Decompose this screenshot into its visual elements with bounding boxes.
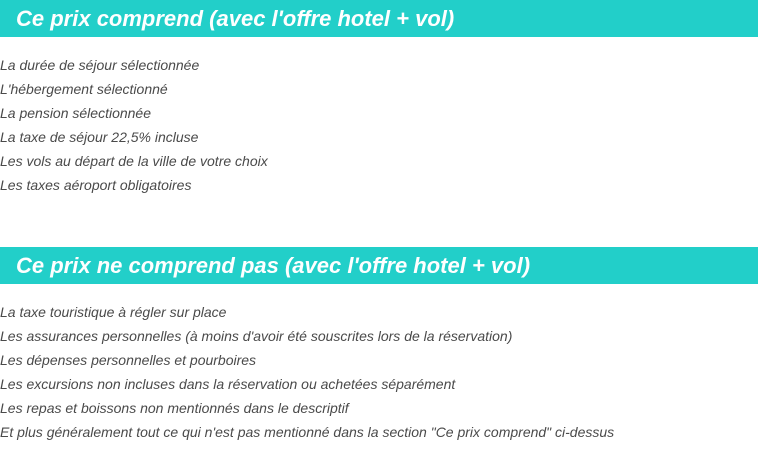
list-item: Les excursions non incluses dans la réservation ou achetées séparément	[0, 376, 456, 392]
includes-section-title: Ce prix comprend (avec l'offre hotel + vol)	[0, 0, 758, 37]
list-item: La taxe de séjour 22,5% incluse	[0, 129, 199, 145]
list-item: Les taxes aéroport obligatoires	[0, 177, 192, 193]
list-item: Les dépenses personnelles et pourboires	[0, 352, 257, 368]
includes-list	[0, 53, 268, 197]
list-item: Les repas et boissons non mentionnés dans le descriptif	[0, 400, 349, 416]
list-item: L'hébergement sélectionné	[0, 81, 168, 97]
list-item: Les assurances personnelles (à moins d'avoir été souscrites lors de la réservation)	[0, 328, 513, 344]
excludes-list	[0, 300, 614, 444]
list-item: La durée de séjour sélectionnée	[0, 57, 200, 73]
excludes-section-title: Ce prix ne comprend pas (avec l'offre hotel + vol)	[0, 247, 758, 284]
list-item: La pension sélectionnée	[0, 105, 152, 121]
list-item: Les vols au départ de la ville de votre choix	[0, 153, 268, 169]
list-item: La taxe touristique à régler sur place	[0, 304, 227, 320]
list-item: Et plus généralement tout ce qui n'est pas mentionné dans la section "Ce prix comprend" ci-dessus	[0, 424, 615, 440]
